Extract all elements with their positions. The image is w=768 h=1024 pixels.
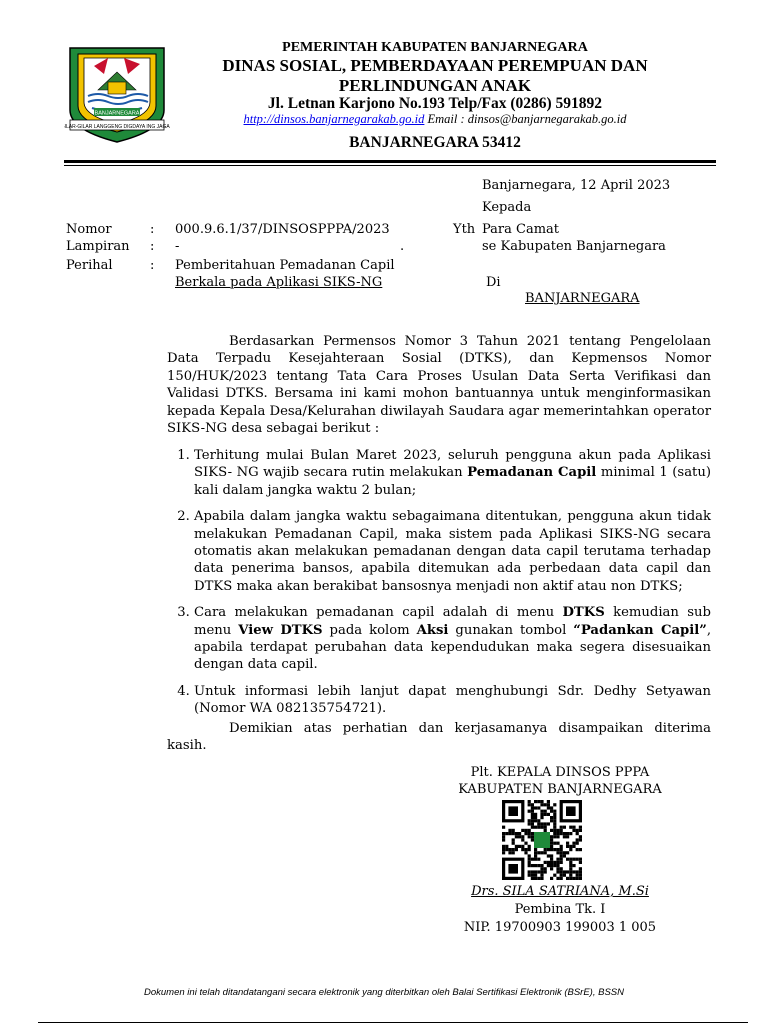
agency-name: DINAS SOSIAL, PEMBERDAYAAN PEREMPUAN DAN PERLINDUNGAN ANAK [222, 56, 648, 95]
di-label: Di [486, 275, 501, 290]
logo-ribbon-text: BANJARNEGARA [94, 110, 140, 117]
logo-banner-text: GILAR-GILAR LANGGENG DIGDAYA ING JAGAD [64, 124, 170, 130]
list-item: 1. Terhitung mulai Bulan Maret 2023, seluruh pengguna akun pada Aplikasi SIKS- NG wajib secara rutin melakukan Pemadanan Capil minimal 1 (satu) kali dalam jangka waktu 2 bulan; [194, 447, 711, 499]
qr-code [498, 800, 586, 880]
signatory-rank: Pembina Tk. I [514, 902, 606, 917]
postal-city: BANJARNEGARA 53412 [349, 134, 521, 151]
letterhead-rule-thin [64, 165, 716, 166]
signatory-title-1: Plt. KEPALA DINSOS PPPA [470, 765, 650, 780]
nomor-colon: : [150, 222, 155, 237]
government-name: PEMERINTAH KABUPATEN BANJARNEGARA [282, 40, 588, 55]
esign-footer-note: Dokumen ini telah ditandatangani secara elektronik yang diterbitkan oleh Balai Sertifikasi Elektronik (BSrE), BSSN [144, 987, 624, 998]
banjarnegara-logo [64, 44, 170, 148]
lampiran-label: Lampiran [66, 239, 130, 254]
perihal-line-1: Pemberitahuan Pemadanan Capil [175, 258, 395, 273]
perihal-label: Perihal [66, 258, 113, 273]
intro-paragraph: Berdasarkan Permensos Nomor 3 Tahun 2021 tentang Pengelolaan Data Terpadu Kesejahteraan Sosial (DTKS), dan Kepmensos Nomor 150/HUK/2023 tentang Tata Cara Proses Usulan Data Serta Verifikasi dan Validasi DTKS. Bersama ini kami mohon bantuannya untuk menginformasikan kepada Kepala Desa/Kelurahan diwilayah Saudara agar memerintahkan operator SIKS-NG desa sebagai berikut : [167, 334, 711, 437]
recipient-name: Para Camat [482, 222, 560, 237]
signatory-nip: NIP. 19700903 199003 1 005 [463, 920, 657, 935]
contact-line [200, 112, 670, 127]
lampiran-value: - [175, 239, 180, 254]
signatory-title-2: KABUPATEN BANJARNEGARA [458, 782, 662, 797]
kepada-label: Kepada [482, 200, 532, 215]
letterhead-rule-thick [64, 160, 716, 163]
recipient-place: se Kabupaten Banjarnegara [482, 239, 666, 254]
list-item: 2. Apabila dalam jangka waktu sebagaimana ditentukan, pengguna akun tidak melakukan Pemadanan Capil, maka sistem pada Aplikasi SIKS-NG secara otomatis akan melakukan pemadanan dengan data capil terutama terhadap data penerima bansos, apabila ditemukan ada perbedaan data capil dan DTKS maka akan berakibat bansosnya menjadi non aktif atau non DTKS; [194, 508, 711, 595]
agency-address: Jl. Letnan Karjono No.193 Telp/Fax (0286) 591892 [267, 95, 603, 112]
nomor-label: Nomor [66, 222, 112, 237]
lampiran-colon: : [150, 239, 155, 254]
perihal-line-2: Berkala pada Aplikasi SIKS-NG [175, 275, 383, 290]
recipient-city: BANJARNEGARA [525, 291, 640, 306]
yth-label: Yth [453, 222, 476, 237]
letter-date: Banjarnegara, 12 April 2023 [482, 178, 671, 193]
nomor-value: 000.9.6.1/37/DINSOSPPPA/2023 [175, 222, 390, 237]
email-text: Email : dinsos@banjarnegarakab.go.id [427, 112, 627, 126]
list-item: 3. Cara melakukan pemadanan capil adalah di menu DTKS kemudian sub menu View DTKS pada kolom Aksi gunakan tombol “Padankan Capil”, apabila terdapat perubahan data kependudukan maka segera disesuaikan dengan data capil. [194, 604, 711, 674]
perihal-colon: : [150, 258, 155, 273]
website-link[interactable]: http://dinsos.banjarnegarakab.go.id [243, 112, 425, 126]
signatory-name: Drs. SILA SATRIANA, M.Si [471, 884, 649, 899]
footer-rule [38, 1022, 748, 1023]
lampiran-dot: . [400, 239, 405, 254]
instruction-list [170, 447, 711, 727]
list-item: 4. Untuk informasi lebih lanjut dapat menghubungi Sdr. Dedhy Setyawan (Nomor WA 082135754721). [194, 683, 711, 718]
closing-paragraph: Demikian atas perhatian dan kerjasamanya disampaikan diterima kasih. [167, 721, 711, 754]
